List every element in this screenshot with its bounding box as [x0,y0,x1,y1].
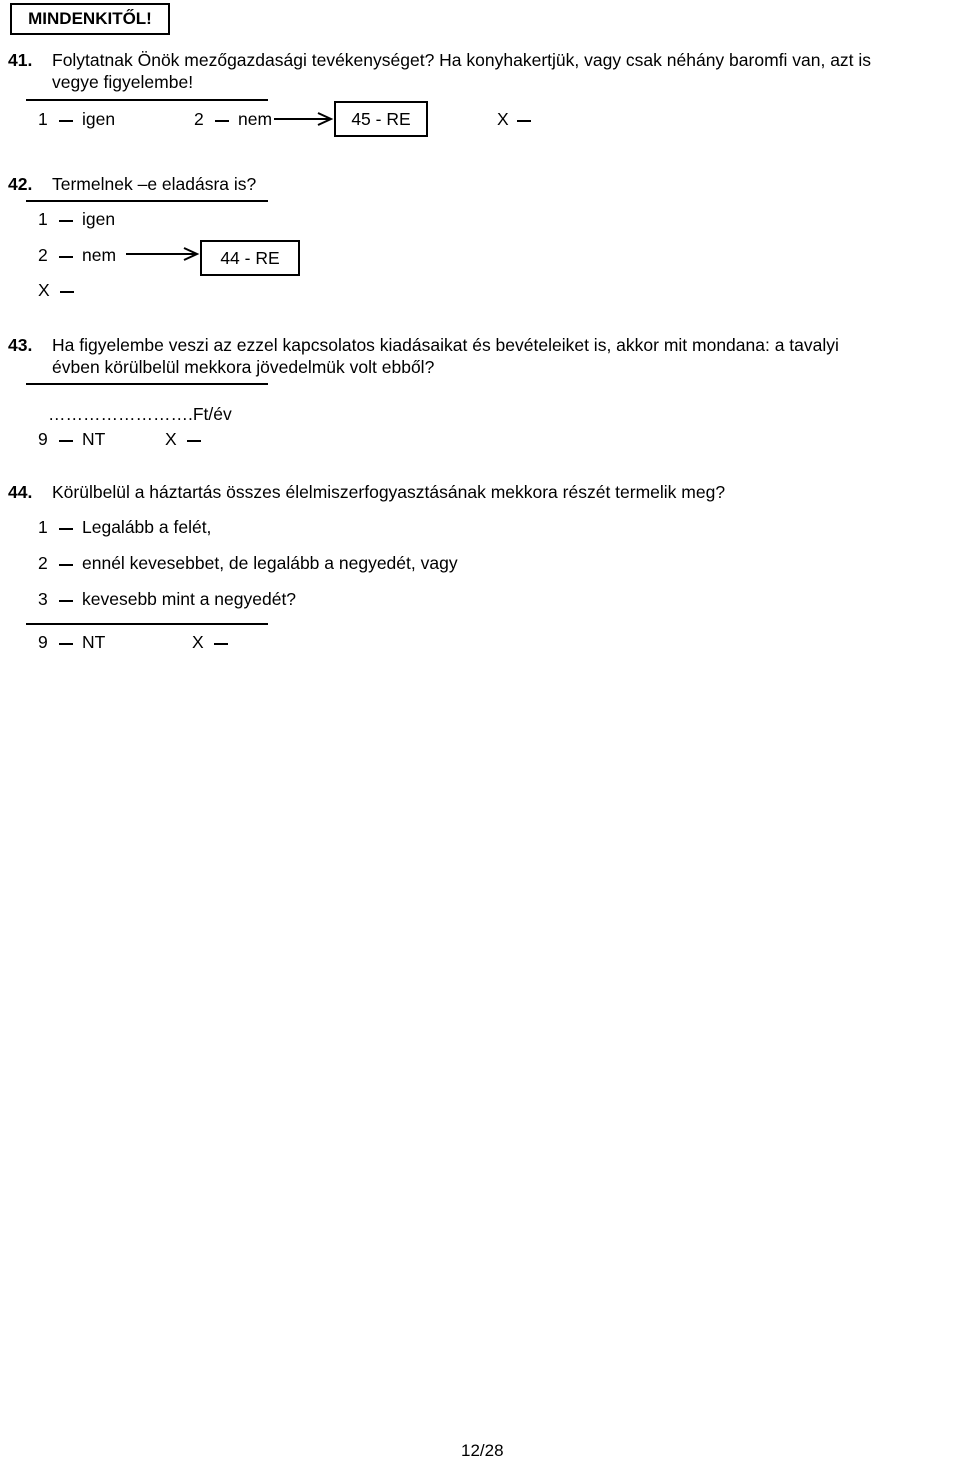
q44-option-1-label[interactable]: Legalább a felét, [82,517,212,537]
q44-x-label[interactable]: X [192,632,204,652]
q44-option-3-label[interactable]: kevesebb mint a negyedét? [82,589,297,609]
q42-x-label[interactable]: X [38,280,50,300]
q43-text-line2: évben körülbelül mekkora jövedelmük volt ebből? [52,357,435,377]
q41-option-1-code[interactable]: 1 [38,109,48,129]
dash-mark [59,564,73,566]
q42-option-1-code[interactable]: 1 [38,209,48,229]
q43-answer-field[interactable]: …………………….Ft/év [48,404,232,424]
q41-option-1-label[interactable]: igen [82,109,116,129]
q41-x-label[interactable]: X [497,109,509,129]
q43-text-line1: Ha figyelembe veszi az ezzel kapcsolatos kiadásaikat és bevételeiket is, akkor mit mondana: a tavalyi [52,335,839,355]
q42-number: 42. [8,174,33,194]
q43-nt-label[interactable]: NT [82,429,106,449]
q44-nt-label[interactable]: NT [82,632,106,652]
dash-mark [60,291,74,293]
dash-mark [517,120,531,122]
header-label: MINDENKITŐL! [10,3,170,35]
q44-option-2-code[interactable]: 2 [38,553,48,573]
q43-x-label[interactable]: X [165,429,177,449]
q43-divider [26,383,268,385]
q44-option-3-code[interactable]: 3 [38,589,48,609]
q44-nt-code[interactable]: 9 [38,632,48,652]
q41-option-2-code[interactable]: 2 [194,109,204,129]
dash-mark [59,220,73,222]
q43-nt-code[interactable]: 9 [38,429,48,449]
q42-skip-box: 44 - RE [200,240,300,276]
q42-option-2-label[interactable]: nem [82,245,117,265]
q41-text-line1: Folytatnak Önök mezőgazdasági tevékenységet? Ha konyhakertjük, vagy csak néhány baromfi van, azt is [52,50,872,70]
q44-option-1-code[interactable]: 1 [38,517,48,537]
page-number: 12/28 [461,1441,504,1460]
q41-skip-box: 45 - RE [334,101,428,137]
dash-mark [215,120,229,122]
q41-option-2-label[interactable]: nem [238,109,273,129]
dash-mark [59,120,73,122]
q42-text: Termelnek –e eladásra is? [52,174,257,194]
dash-mark [59,440,73,442]
q44-text: Körülbelül a háztartás összes élelmiszerfogyasztásának mekkora részét termelik meg? [52,482,726,502]
dash-mark [59,256,73,258]
q41-number: 41. [8,50,33,70]
q41-divider [26,99,268,101]
q42-option-1-label[interactable]: igen [82,209,116,229]
q44-number: 44. [8,482,33,502]
q43-number: 43. [8,335,33,355]
dash-mark [59,643,73,645]
arrow-right-icon [126,246,200,262]
dash-mark [59,528,73,530]
dash-mark [187,440,201,442]
dash-mark [59,600,73,602]
q42-option-2-code[interactable]: 2 [38,245,48,265]
q44-divider [26,623,268,625]
arrow-right-icon [274,111,334,127]
q44-option-2-label[interactable]: ennél kevesebbet, de legalább a negyedét, vagy [82,553,458,573]
q41-text-line2: vegye figyelembe! [52,72,194,92]
q42-divider [26,200,268,202]
dash-mark [214,643,228,645]
